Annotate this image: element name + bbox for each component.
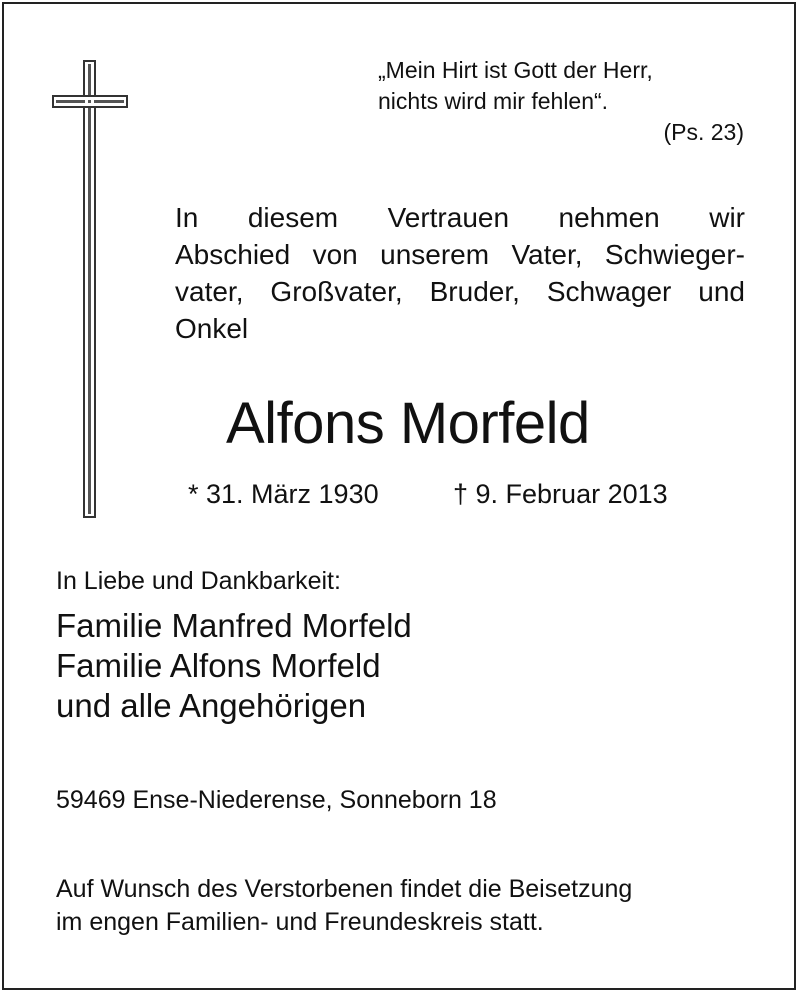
mourner-name: Familie Manfred Morfeld — [56, 607, 412, 644]
cross-icon — [52, 60, 128, 518]
farewell-line-3: vater, Großvater, Bruder, Schwager und — [175, 276, 745, 307]
death-date: † 9. Februar 2013 — [453, 479, 668, 509]
quote-reference: (Ps. 23) — [663, 119, 744, 145]
farewell-line-1: In diesem Vertrauen nehmen wir — [175, 202, 745, 233]
mourners-heading: In Liebe und Dankbarkeit: — [56, 567, 341, 595]
mourner-address: 59469 Ense-Niederense, Sonneborn 18 — [56, 786, 497, 814]
psalm-quote — [378, 55, 744, 148]
burial-notice — [56, 873, 632, 939]
mourner-name: Familie Alfons Morfeld — [56, 647, 381, 684]
farewell-line-4: Onkel — [175, 313, 249, 344]
birth-date: * 31. März 1930 — [188, 479, 379, 509]
deceased-name: Alfons Morfeld — [226, 391, 590, 456]
quote-line-1: „Mein Hirt ist Gott der Herr, — [378, 57, 653, 83]
mourners-list — [56, 606, 412, 726]
burial-notice-line-1: Auf Wunsch des Verstorbenen findet die Beisetzung — [56, 875, 633, 903]
farewell-line-2: Abschied von unserem Vater, Schwieger- — [175, 239, 745, 270]
farewell-text — [175, 199, 745, 347]
burial-notice-line-2: im engen Familien- und Freundeskreis statt. — [56, 908, 544, 936]
mourner-name: und alle Angehörigen — [56, 687, 367, 724]
quote-line-2: nichts wird mir fehlen“. — [378, 88, 609, 114]
